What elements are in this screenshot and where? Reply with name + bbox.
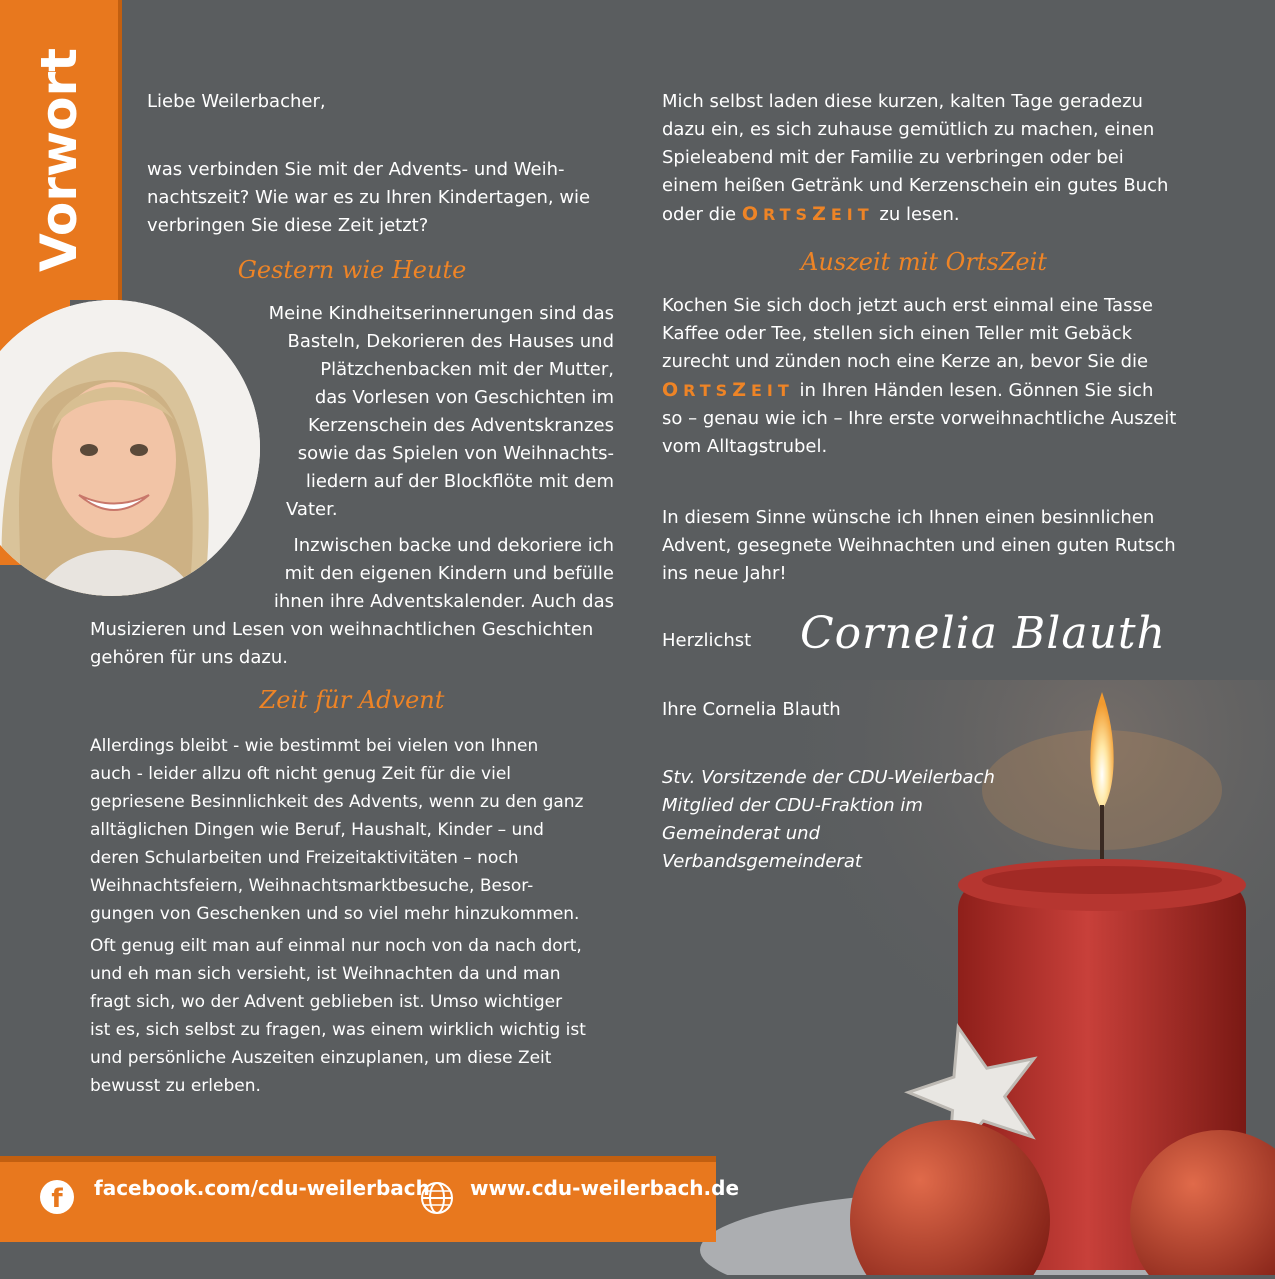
text-line: gehören für uns dazu.: [90, 647, 288, 668]
paragraph-childhood: [234, 300, 614, 524]
text-line: Oft genug eilt man auf einmal nur noch von da nach dort,: [90, 936, 582, 956]
text-fragment: oder die: [662, 204, 737, 225]
text-line: Advent, gesegnete Weihnachten und einen guten Rutsch: [662, 535, 1176, 556]
heading-auszeit-mit-ortszeit: Auszeit mit OrtsZeit: [801, 248, 1047, 276]
text-line: dazu ein, es sich zuhause gemütlich zu machen, einen: [662, 119, 1155, 140]
text-fragment: in Ihren Händen lesen. Gönnen Sie sich: [799, 380, 1154, 401]
text-line: liedern auf der Blockflöte mit dem: [305, 471, 614, 492]
text-line: zurecht und zünden noch eine Kerze an, bevor Sie die: [662, 351, 1149, 372]
handwritten-signature: Cornelia Blauth: [800, 608, 1166, 659]
text-line: Inzwischen backe und dekoriere ich: [293, 535, 614, 556]
text-line: Spieleabend mit der Familie zu verbringen oder bei: [662, 147, 1124, 168]
paragraph-busy-time: [90, 732, 614, 928]
paragraph-rush: [90, 932, 614, 1100]
facebook-icon: f: [40, 1180, 74, 1214]
ortszeit-brand: [742, 205, 874, 224]
author-roles: [662, 764, 1082, 876]
text-line: Mich selbst laden diese kurzen, kalten Tage geradezu: [662, 91, 1143, 112]
text-line: bewusst zu erleben.: [90, 1076, 261, 1096]
paragraph-cozy-days: [662, 88, 1186, 229]
text-line: das Vorlesen von Geschichten im: [314, 387, 614, 408]
text-line: Plätzchenbacken mit der Mutter,: [320, 359, 614, 380]
text-line: und persönliche Auszeiten einzuplanen, um diese Zeit: [90, 1048, 552, 1068]
text-line: gungen von Geschenken und so viel mehr hinzukommen.: [90, 904, 580, 924]
brand-letter: O: [741, 203, 764, 225]
text-line: Meine Kindheitserinnerungen sind das: [268, 303, 614, 324]
heading-gestern-wie-heute: Gestern wie Heute: [237, 256, 467, 284]
brand-letters: RTS: [763, 205, 813, 224]
text-line: [662, 200, 1186, 229]
website-link[interactable]: www.cdu-weilerbach.de: [470, 1176, 740, 1200]
section-title-text: Vorwort: [30, 47, 88, 273]
text-line: ins neue Jahr!: [662, 563, 787, 584]
text-line: In diesem Sinne wünsche ich Ihnen einen besinnlichen: [662, 507, 1155, 528]
text-line: sowie das Spielen von Weihnachts-: [297, 443, 614, 464]
role-line: Mitglied der CDU-Fraktion im: [662, 795, 923, 816]
brand-letter: Z: [732, 379, 751, 401]
text-line: gepriesene Besinnlichkeit des Advents, wenn zu den ganz: [90, 792, 584, 812]
text-line: Kaffee oder Tee, stellen sich einen Teller mit Gebäck: [662, 323, 1133, 344]
paragraph-wishes: [662, 504, 1186, 588]
text-line: Vater.: [286, 499, 338, 520]
greeting: Liebe Weilerbacher,: [147, 91, 326, 112]
text-line: was verbinden Sie mit der Advents- und Weih-: [147, 159, 565, 180]
paragraph-coffee-break: [662, 292, 1186, 461]
text-line: fragt sich, wo der Advent geblieben ist. Umso wichtiger: [90, 992, 563, 1012]
author-name: Ihre Cornelia Blauth: [662, 699, 841, 720]
text-line: Kochen Sie sich doch jetzt auch erst einmal eine Tasse: [662, 295, 1153, 316]
closing-text: Herzlichst: [662, 630, 752, 651]
text-line: einem heißen Getränk und Kerzenschein ein gutes Buch: [662, 175, 1169, 196]
text-line: Basteln, Dekorieren des Hauses und: [287, 331, 614, 352]
ortszeit-brand: [662, 381, 794, 400]
brand-letter: Z: [812, 203, 831, 225]
text-line: alltäglichen Dingen wie Beruf, Haushalt, Kinder – und: [90, 820, 544, 840]
text-line: Weihnachtsfeiern, Weihnachtsmarktbesuche, Besor-: [90, 876, 534, 896]
text-line: deren Schularbeiten und Freizeitaktivitäten – noch: [90, 848, 519, 868]
intro-paragraph: [147, 156, 614, 240]
heading-zeit-fuer-advent: Zeit für Advent: [259, 686, 445, 714]
brand-letter: O: [662, 379, 684, 401]
role-line: Stv. Vorsitzende der CDU-Weilerbach: [662, 767, 995, 788]
text-line: auch - leider allzu oft nicht genug Zeit für die viel: [90, 764, 511, 784]
text-line: mit den eigenen Kindern und befülle: [284, 563, 614, 584]
role-line: Verbandsgemeinderat: [662, 851, 862, 872]
role-line: Gemeinderat und: [662, 823, 820, 844]
text-line: [662, 376, 1186, 405]
brand-letters: RTS: [683, 381, 733, 400]
section-title: [0, 0, 118, 300]
brand-letters: EIT: [750, 381, 794, 400]
text-line: Kerzenschein des Adventskranzes: [308, 415, 614, 436]
text-line: nachtszeit? Wie war es zu Ihren Kindertagen, wie: [147, 187, 591, 208]
text-fragment: zu lesen.: [879, 204, 960, 225]
text-line: ihnen ihre Adventskalender. Auch das: [273, 591, 614, 612]
brand-letters: EIT: [830, 205, 874, 224]
text-line: ist es, sich selbst zu fragen, was einem wirklich wichtig ist: [90, 1020, 586, 1040]
text-line: verbringen Sie diese Zeit jetzt?: [147, 215, 429, 236]
paragraph-today: [90, 532, 614, 672]
facebook-link[interactable]: facebook.com/cdu-weilerbach: [94, 1176, 430, 1200]
text-line: vom Alltagstrubel.: [662, 436, 828, 457]
footer-bar: [0, 1162, 716, 1242]
text-line: Allerdings bleibt - wie bestimmt bei vielen von Ihnen: [90, 736, 539, 756]
text-line: Musizieren und Lesen von weihnachtlichen Geschichten: [90, 619, 594, 640]
globe-icon: [420, 1181, 454, 1215]
text-line: so – genau wie ich – Ihre erste vorweihnachtliche Auszeit: [662, 408, 1177, 429]
text-line: und eh man sich versieht, ist Weihnachten da und man: [90, 964, 561, 984]
